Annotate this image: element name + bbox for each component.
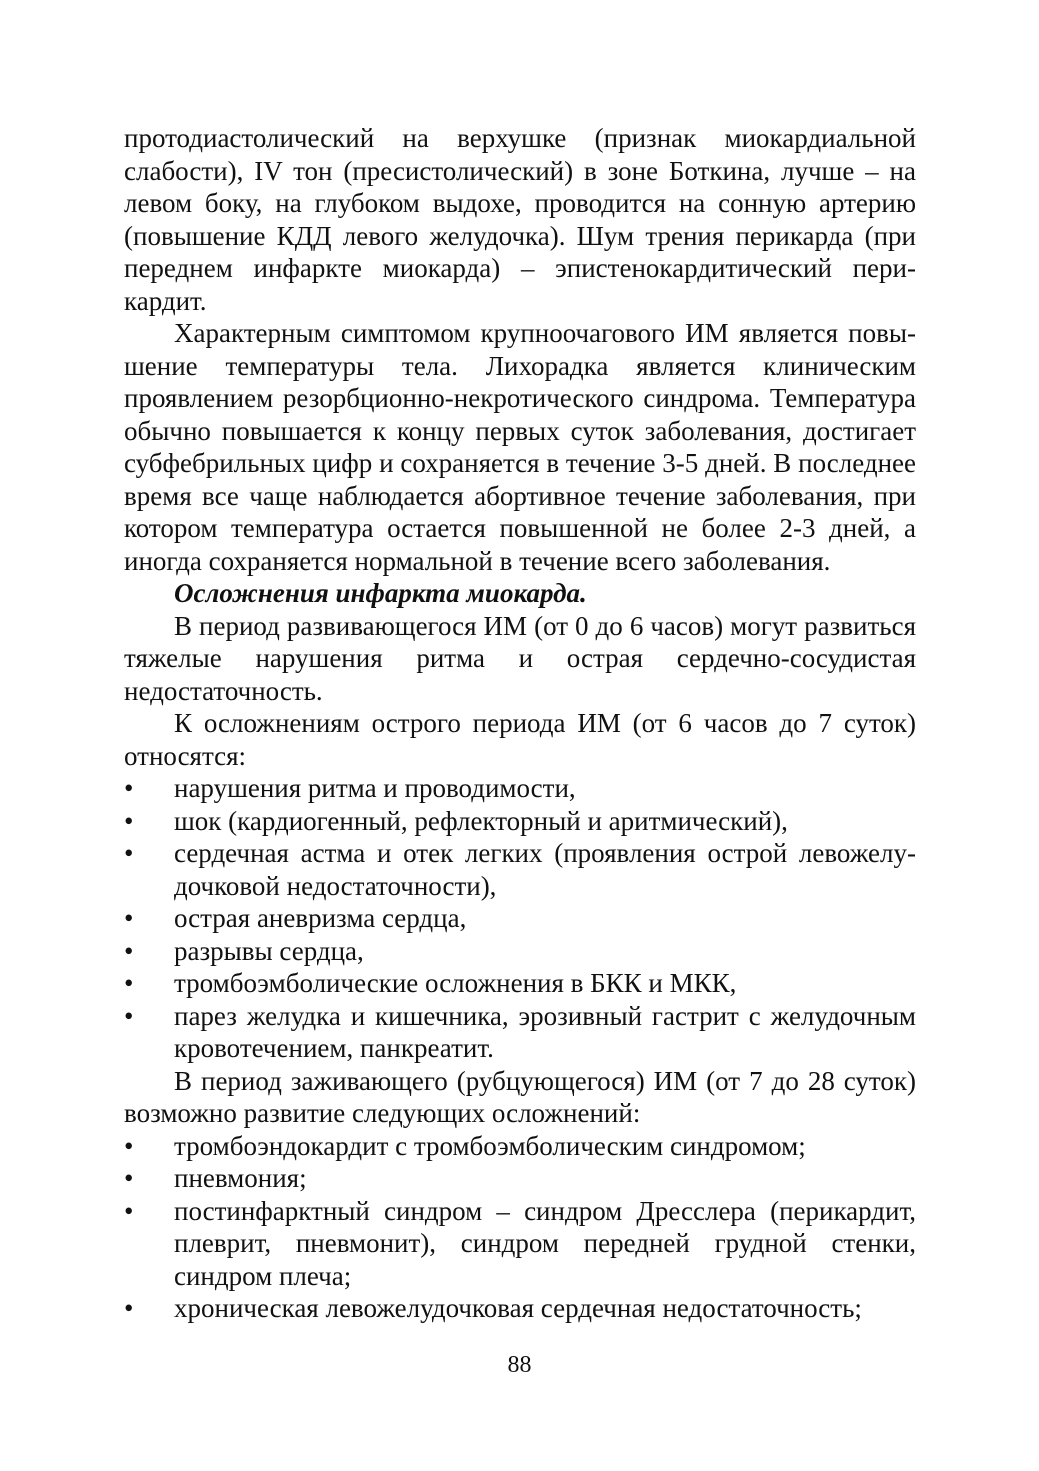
bullet-marker: • [124, 838, 134, 868]
list-item [124, 1000, 916, 1065]
list-item-text: острая аневризма сердца, [174, 903, 467, 933]
bullet-marker: • [124, 1195, 134, 1226]
bullet-marker: • [124, 1293, 134, 1323]
healing-complications-list [124, 1130, 916, 1325]
list-item-text: шок (кардиогенный, рефлекторный и аритмический), [174, 805, 788, 836]
bullet-marker: • [124, 805, 134, 836]
bullet-marker: • [124, 1130, 134, 1161]
page-number: 88 [507, 1352, 532, 1378]
list-item-text: нарушения ритма и проводимости, [174, 773, 576, 803]
list-item-text: сердечная астма и отек легких (проявления острой левожелудочковой недостаточности), [174, 838, 916, 901]
list-item-text: пневмония; [174, 1163, 307, 1193]
bullet-marker: • [124, 935, 134, 966]
list-item [124, 1195, 916, 1293]
list-item-text: тромбоэндокардит с тромбоэмболическим синдромом; [174, 1130, 806, 1161]
list-item [124, 772, 916, 805]
list-item [124, 902, 916, 935]
list-item [124, 1292, 916, 1325]
list-item-text: хроническая левожелудочковая сердечная недостаточность; [174, 1293, 862, 1323]
section-heading: Осложнения инфаркта миокарда. [174, 578, 587, 608]
list-item-text: парез желудка и кишечника, эрозивный гастрит с желудочным кровотечением, панкреатит. [174, 1000, 916, 1063]
list-item [124, 1130, 916, 1163]
bullet-marker: • [124, 1163, 134, 1193]
list-item [124, 967, 916, 1000]
list-item [124, 1162, 916, 1195]
list-item-text: постинфарктный синдром – синдром Дресслера (перикардит, плеврит, пневмонит), синдром передней грудной стенки, синдром плеча; [174, 1195, 916, 1291]
paragraph-fever: Характерным симптомом крупноочагового ИМ является повышение температуры тела. Лихорадка является клиническим проявлением резорбционно-некротического синдрома. Температура обычно повышается к концу первых суток заболевания, достигает субфебрильных цифр и сохраняется в течение 3-5 дней. В последнее время все чаще наблюдается абортивное течение заболевания, при котором температура остается повышенной не более 2-3 дней, а иногда сохраняется нормальной в течение всего заболевания. [124, 318, 916, 576]
list-item [124, 935, 916, 968]
bullet-marker: • [124, 968, 134, 998]
list-item-text: тромбоэмболические осложнения в БКК и МКК, [174, 968, 737, 998]
bullet-marker: • [124, 773, 134, 803]
acute-complications-list [124, 772, 916, 1065]
list-item-text: разрывы сердца, [174, 935, 364, 966]
list-item [124, 805, 916, 838]
paragraph-healing-period: В период заживающего (рубцующегося) ИМ (от 7 до 28 суток) возможно развитие следующих осложнений: [124, 1065, 916, 1128]
page-body [124, 122, 916, 1325]
paragraph-acute-period: К осложнениям острого периода ИМ (от 6 часов до 7 суток) относятся: [124, 708, 916, 771]
list-item [124, 837, 916, 902]
bullet-marker: • [124, 903, 134, 933]
paragraph-heart-sounds: протодиастолический на верхушке (признак миокардиальной слабости), IV тон (пресистолический) в зоне Боткина, лучше – на левом боку, на глубоком выдохе, проводится на сонную артерию (повышение КДД левого желудочка). Шум трения перикарда (при переднем инфаркте миокарда) – эпистенокардитический перикардит. [124, 123, 916, 316]
bullet-marker: • [124, 1000, 134, 1031]
paragraph-developing-period: В период развивающегося ИМ (от 0 до 6 часов) могут развиться тяжелые нарушения ритма и острая сердечно-сосудистая недостаточность. [124, 610, 916, 706]
